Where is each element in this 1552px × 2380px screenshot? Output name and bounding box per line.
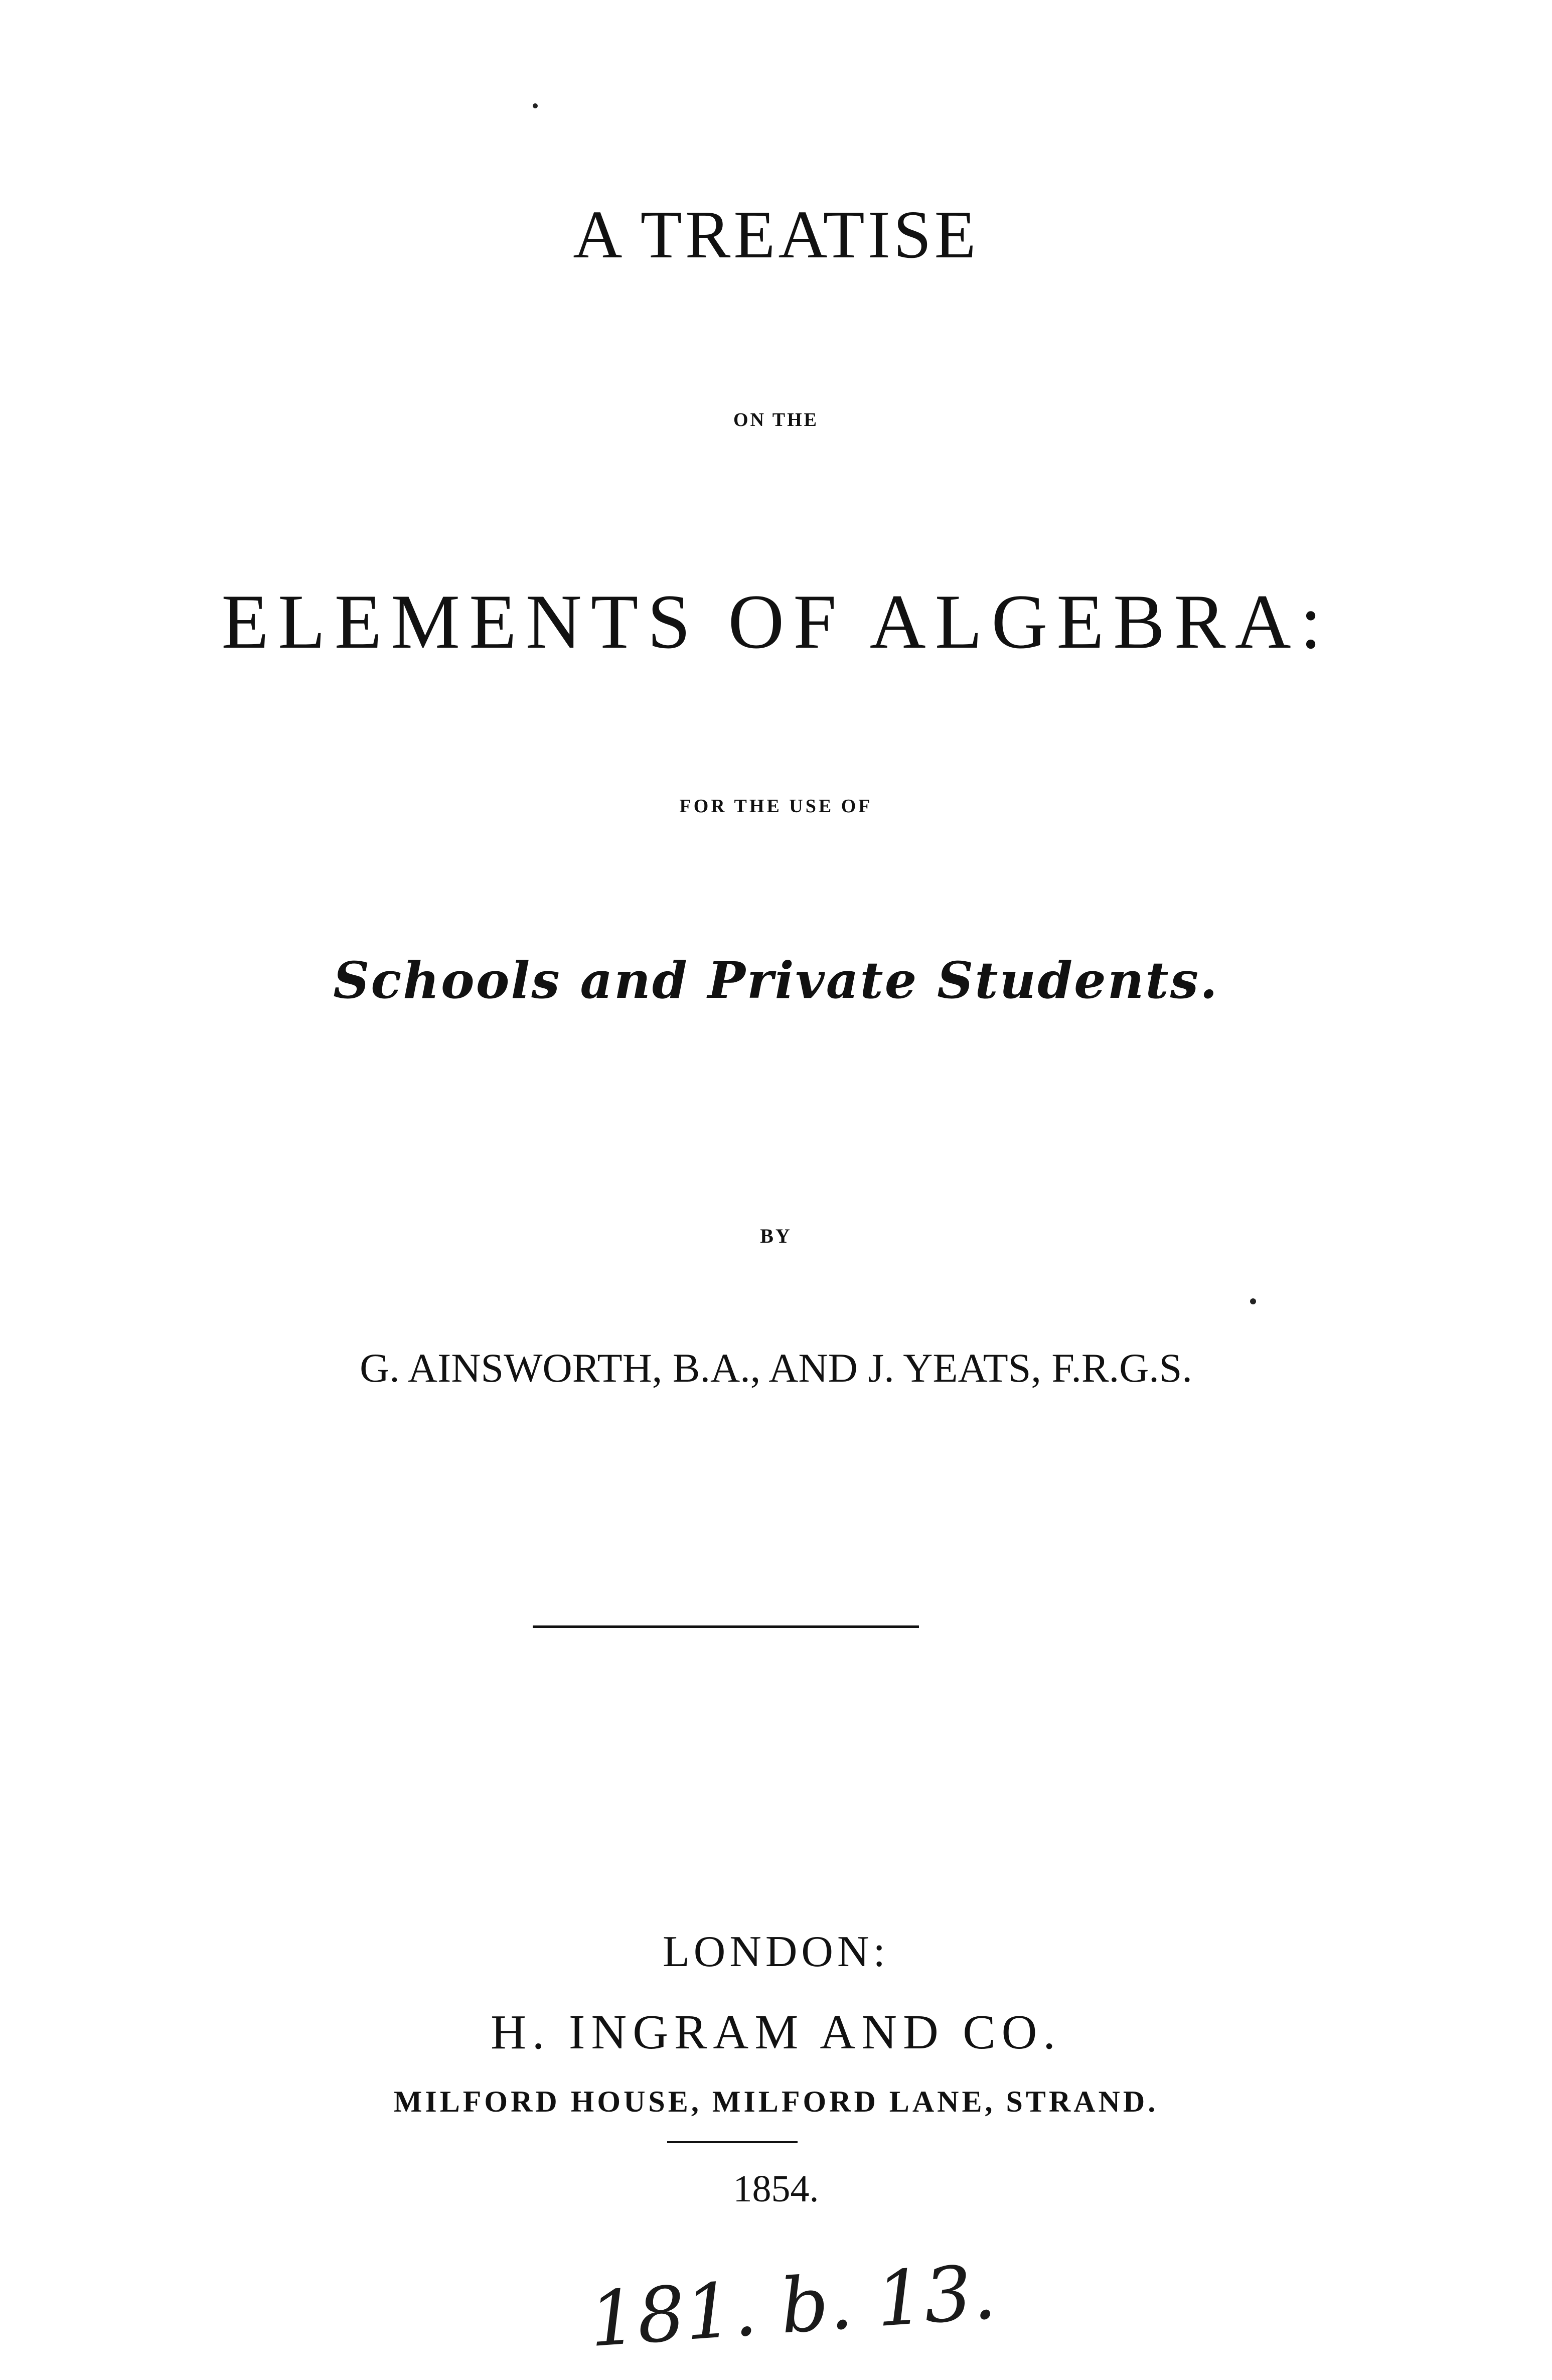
- purpose-line: FOR THE USE OF: [679, 796, 873, 817]
- imprint-publisher: H. INGRAM AND CO.: [491, 2005, 1061, 2059]
- ink-speck: [533, 103, 538, 108]
- authors-line: G. AINSWORTH, B.A., AND J. YEATS, F.R.G.S.: [360, 1345, 1192, 1391]
- ink-speck: [1250, 1298, 1256, 1304]
- audience-line: Schools and Private Students.: [333, 951, 1219, 1010]
- by-line: BY: [760, 1225, 792, 1247]
- main-title: ELEMENTS OF ALGEBRA:: [221, 578, 1331, 665]
- imprint-city: LONDON:: [663, 1927, 889, 1976]
- title-line-2: ON THE: [733, 409, 819, 430]
- title-line-1: A TREATISE: [573, 197, 979, 272]
- imprint-year: 1854.: [733, 2168, 819, 2210]
- handwritten-shelfmark: 181. b. 13.: [586, 2248, 999, 2364]
- divider-rule: [533, 1625, 919, 1628]
- imprint-rule: [667, 2141, 798, 2143]
- imprint-address: MILFORD HOUSE, MILFORD LANE, STRAND.: [393, 2085, 1159, 2118]
